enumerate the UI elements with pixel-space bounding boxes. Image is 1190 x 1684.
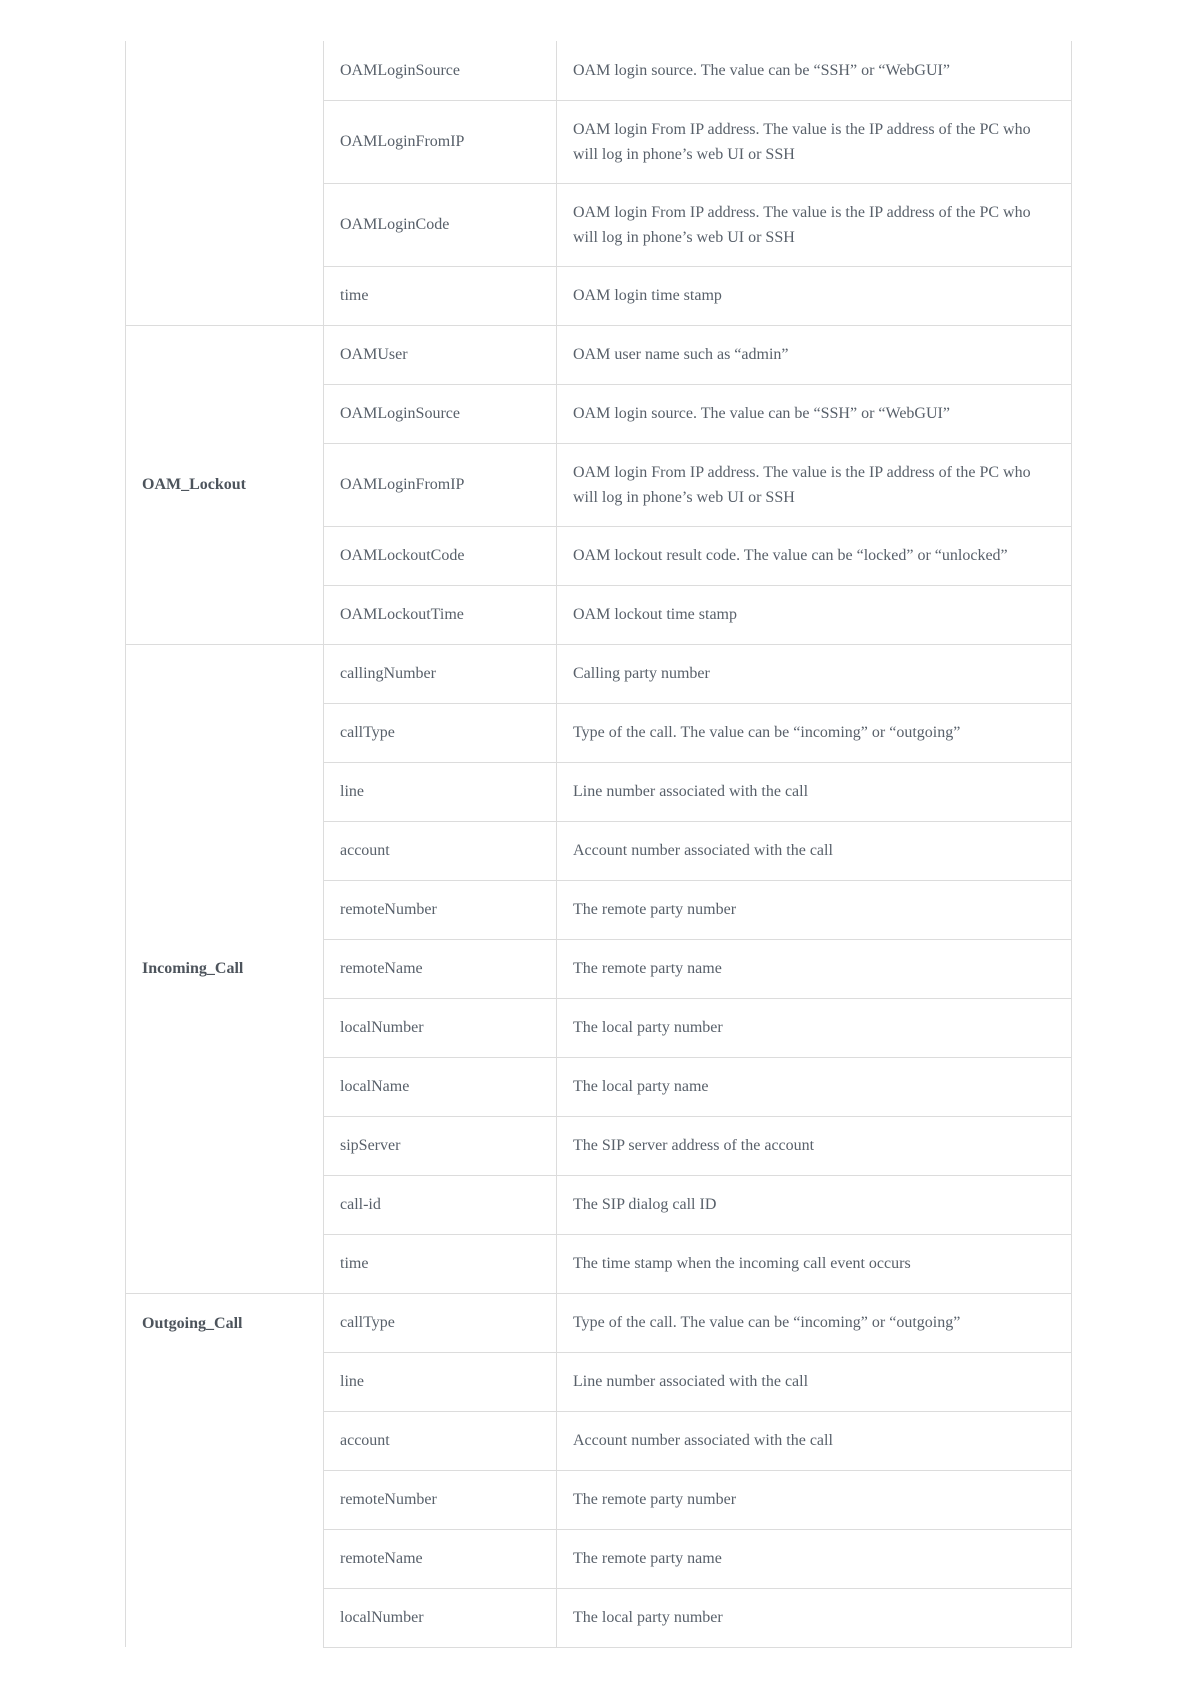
parameter-cell: localName — [324, 1057, 557, 1116]
description-cell: Type of the call. The value can be “incoming” or “outgoing” — [557, 1293, 1072, 1352]
parameter-cell: remoteName — [324, 1529, 557, 1588]
parameter-cell: localNumber — [324, 1588, 557, 1647]
parameter-cell: OAMLoginFromIP — [324, 100, 557, 183]
description-cell: The remote party number — [557, 880, 1072, 939]
description-cell: The remote party name — [557, 939, 1072, 998]
parameter-cell: remoteName — [324, 939, 557, 998]
event-name-cell: Outgoing_Call — [126, 1293, 324, 1647]
parameter-cell: localNumber — [324, 998, 557, 1057]
parameter-cell: OAMLoginFromIP — [324, 443, 557, 526]
parameter-cell: OAMLoginSource — [324, 384, 557, 443]
event-name-cell: Incoming_Call — [126, 644, 324, 1293]
description-cell: Line number associated with the call — [557, 1352, 1072, 1411]
description-cell: The local party number — [557, 1588, 1072, 1647]
parameter-cell: callType — [324, 703, 557, 762]
description-cell: OAM lockout time stamp — [557, 585, 1072, 644]
table-row — [126, 644, 1072, 703]
description-cell: The local party name — [557, 1057, 1072, 1116]
description-cell: OAM login source. The value can be “SSH” or “WebGUI” — [557, 41, 1072, 100]
parameter-cell: call-id — [324, 1175, 557, 1234]
description-cell: Calling party number — [557, 644, 1072, 703]
description-cell: The SIP server address of the account — [557, 1116, 1072, 1175]
table-body — [126, 41, 1072, 1647]
table-row — [126, 325, 1072, 384]
parameter-cell: sipServer — [324, 1116, 557, 1175]
description-cell: The remote party number — [557, 1470, 1072, 1529]
parameter-cell: OAMLockoutTime — [324, 585, 557, 644]
description-cell: OAM lockout result code. The value can be “locked” or “unlocked” — [557, 526, 1072, 585]
parameter-cell: OAMUser — [324, 325, 557, 384]
description-cell: Line number associated with the call — [557, 762, 1072, 821]
parameter-cell: time — [324, 1234, 557, 1293]
description-cell: The SIP dialog call ID — [557, 1175, 1072, 1234]
parameter-cell: OAMLoginSource — [324, 41, 557, 100]
description-cell: Type of the call. The value can be “incoming” or “outgoing” — [557, 703, 1072, 762]
event-parameter-table — [125, 41, 1072, 1648]
parameter-cell: account — [324, 821, 557, 880]
event-name-cell: OAM_Lockout — [126, 325, 324, 644]
description-cell: The local party number — [557, 998, 1072, 1057]
parameter-cell: OAMLoginCode — [324, 183, 557, 266]
parameter-cell: remoteNumber — [324, 1470, 557, 1529]
description-cell: OAM login From IP address. The value is the IP address of the PC who will log in phone’s web UI or SSH — [557, 443, 1072, 526]
parameter-cell: OAMLockoutCode — [324, 526, 557, 585]
description-cell: The remote party name — [557, 1529, 1072, 1588]
description-cell: Account number associated with the call — [557, 821, 1072, 880]
parameter-cell: time — [324, 266, 557, 325]
description-cell: OAM login source. The value can be “SSH” or “WebGUI” — [557, 384, 1072, 443]
table-row — [126, 1293, 1072, 1352]
description-cell: OAM login From IP address. The value is the IP address of the PC who will log in phone’s web UI or SSH — [557, 100, 1072, 183]
description-cell: The time stamp when the incoming call event occurs — [557, 1234, 1072, 1293]
event-name-cell — [126, 41, 324, 325]
description-cell: OAM login time stamp — [557, 266, 1072, 325]
description-cell: OAM login From IP address. The value is the IP address of the PC who will log in phone’s web UI or SSH — [557, 183, 1072, 266]
parameter-cell: line — [324, 762, 557, 821]
description-cell: Account number associated with the call — [557, 1411, 1072, 1470]
parameter-cell: callingNumber — [324, 644, 557, 703]
parameter-cell: account — [324, 1411, 557, 1470]
description-cell: OAM user name such as “admin” — [557, 325, 1072, 384]
parameter-cell: callType — [324, 1293, 557, 1352]
parameter-cell: remoteNumber — [324, 880, 557, 939]
table-row — [126, 41, 1072, 100]
parameter-cell: line — [324, 1352, 557, 1411]
